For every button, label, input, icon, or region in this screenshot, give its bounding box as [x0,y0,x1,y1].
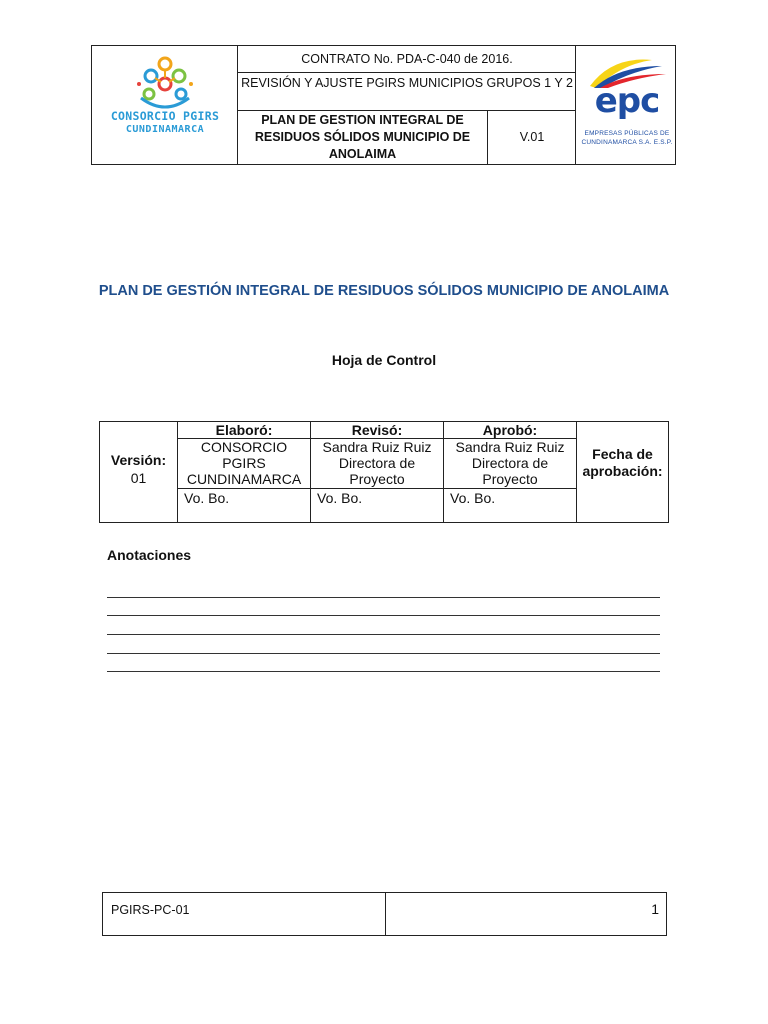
epc-subtitle-1: EMPRESAS PÚBLICAS DE [584,130,670,137]
elaboro-label: Elaboró: [215,422,273,438]
page-number: 1 [651,901,659,917]
elaboro-vobo: Vo. Bo. [184,490,230,506]
document-title: PLAN DE GESTIÓN INTEGRAL DE RESIDUOS SÓLIDOS MUNICIPIO DE ANOLAIMA [98,283,670,299]
annotation-line [107,653,660,654]
annotation-line [107,597,660,598]
control-table [99,421,669,523]
reviso-value: Sandra Ruiz Ruiz Directora de Proyecto [322,439,432,487]
document-header [91,45,676,165]
consorcio-logo-line2: CUNDINAMARCA [125,124,205,135]
consorcio-logo-line1: CONSORCIO PGIRS [110,109,220,123]
reviso-vobo: Vo. Bo. [317,490,363,506]
document-code: PGIRS-PC-01 [111,903,190,917]
reviso-label: Revisó: [351,422,403,438]
approval-date-label: Fecha de aprobación: [582,446,663,479]
elaboro-value: CONSORCIO PGIRS CUNDINAMARCA [186,439,302,487]
version-label: Versión: [110,452,167,468]
aprobo-value: Sandra Ruiz Ruiz Directora de Proyecto [455,439,565,487]
table-divider [177,488,577,489]
aprobo-vobo: Vo. Bo. [450,490,496,506]
annotation-line [107,615,660,616]
epc-subtitle-2: CUNDINAMARCA S.A. E.S.P. [581,139,673,146]
plan-title: PLAN DE GESTION INTEGRAL DE RESIDUOS SÓLIDOS MUNICIPIO DE ANOLAIMA [238,111,488,164]
annotations-title: Anotaciones [107,547,192,563]
footer-divider [385,893,386,935]
epc-logo [576,46,675,164]
network-people-icon [135,54,195,110]
aprobo-label: Aprobó: [482,422,538,438]
revision-text: REVISIÓN Y AJUSTE PGIRS MUNICIPIOS GRUPOS 1 Y 2 [238,73,576,111]
annotation-line [107,634,660,635]
contract-number: CONTRATO No. PDA-C-040 de 2016. [238,46,576,73]
version-value: 01 [130,470,147,486]
consorcio-logo [92,46,238,164]
annotation-line [107,671,660,672]
epc-wordmark: epc [594,81,660,121]
version-code: V.01 [519,130,545,144]
page-footer [102,892,667,936]
header-info [238,46,576,164]
control-sheet-title: Hoja de Control [331,352,437,368]
